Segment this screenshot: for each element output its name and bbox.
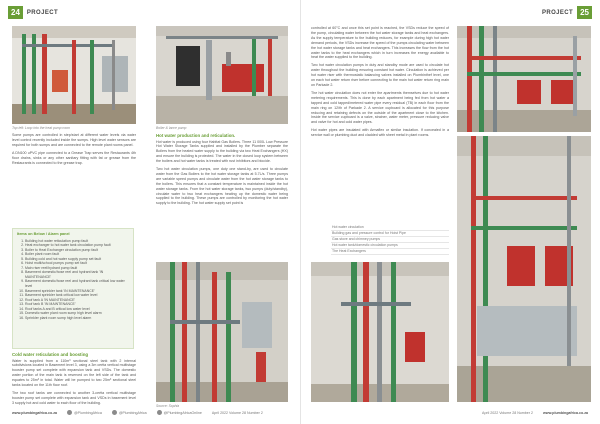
photo-hot-water-circulation <box>457 26 591 132</box>
paragraph: Hot water is produced using four Habitat Gas Boilers. Three 11 000L Low Pressure Hot Water Storage Tanks supplied and installed by the Plumber separate the Boilers from the heated water supply to the building via two Heat Exchangers (HX) and ensure the building is protected. The water in the closed loop system between the boilers and hot water tanks is treated with rust inhibitors and biocide. <box>156 139 288 164</box>
caption-photo-3: Source: Sophia <box>156 404 180 408</box>
paragraph: Some pumps are controlled in step/start at different water levels via water level control recently included inside the sumps. High level water sensors are required for both sumps and are connected to the remote plant rooms panel. <box>12 133 136 147</box>
facebook-icon <box>67 410 72 415</box>
paragraph: Water is supplied from a 110m³ sectional steel tank with 2 internal subdivisions located in Basement level 3, using a 3m ceéta vertical multistage booster pump set complete with expansion tank and VSDs. The domestic water portion of the main tank is reserved on the left side of the tank and equates to 25m³ in total. Water will be pumped to two 25m³ sectional steel tanks located on the 11th floor roof. <box>12 358 136 388</box>
alarm-item: 3. Boiler to Heat Exchanger circulation pump fault <box>25 248 129 253</box>
alarm-item: 9. Basement domestic/hose reel and hydrant tank critical low water level <box>25 279 129 288</box>
photo-boiler-pump <box>156 26 288 124</box>
left-body-hot-water <box>156 133 288 209</box>
twitter-link[interactable]: @PlumbingAfrica <box>112 410 147 415</box>
left-body-intro <box>12 133 136 168</box>
alarm-panel-box <box>12 228 134 349</box>
list-item: Hot water tank/domestic circulation pumps <box>331 243 449 249</box>
alarm-item: 6. Hoist multi/school pumps pump set fault <box>25 261 129 266</box>
twitter-icon <box>112 410 117 415</box>
linkedin-icon <box>157 410 162 415</box>
alarm-item: 16. Sprinkler plant room sump high level alarm <box>25 316 129 321</box>
photo-key-list <box>331 225 449 255</box>
list-item: The Heat Exchangers <box>331 249 449 255</box>
page-number: 25 <box>577 6 592 19</box>
linkedin-link[interactable]: @PlumbingAfricaOnline <box>157 410 202 415</box>
website-link[interactable]: www.plumbingafrica.co.za <box>12 410 57 415</box>
alarm-item: 7. Main riser reel/hydrant pump fault <box>25 266 129 271</box>
left-footer <box>12 410 263 415</box>
right-footer <box>482 411 588 415</box>
alarm-item: 5. Building cold and hot water supply pump set fault <box>25 257 129 262</box>
alarm-items-list <box>17 239 129 321</box>
paragraph: Two hot water circulation pumps in duty and standby mode are used to circulate hot water throughout the building ensuring constant hot water. Circulation is achieved per hot water riser with thermostatic balancing valves installed on Plumbinthef level, one on each hot water return riser before connecting to the main hot water return ring main on Parkade 2. <box>311 63 449 87</box>
paragraph: controlled at 60°C and once this set point is reached, the VSDs reduce the speed of the pump, circulating water between the hot water storage tanks and heat exchangers. As the supply temperature to the building reduces, for example during high hot water demand periods, the VSDs increase the speed of the pumps circulating water between the hot water storage tanks and heat exchangers. This increases the flow from the hot water tanks to the heat exchangers which in turn increases the energy available to heat the water supplied to the building. <box>311 26 449 60</box>
alarm-item: 11. Basement sprinkler tank critical low water level <box>25 293 129 298</box>
photo-pipework <box>156 262 288 402</box>
paragraph: The two roof tanks are connected to another 3-ceéta vertical multistage booster pump set complete with expansion tank and VSDs in basement level 3 supply hot and cold water to each floor of the building. <box>12 390 136 405</box>
alarm-item: 8. Basement domestic/hose reel and hydrant tank 'IN MAINTENANCE' <box>25 270 129 279</box>
caption-photo-2: Boiler & lance pump <box>156 126 187 130</box>
alarm-item: 2. Heat exchanger to hot water tank circulation pump fault <box>25 243 129 248</box>
alarm-item: 14. Roof tanks A and B critical low water level <box>25 307 129 312</box>
list-item: Hot water circulation <box>331 225 449 231</box>
paragraph: A DN100 uPVC pipe connected to a Grease Trap serves the Restaurants 4th floor drains, sinks or any other sanitary fitting with fat or grease from the Restaurants is connected to the grease trap. <box>12 150 136 165</box>
section-title: PROJECT <box>26 9 59 16</box>
photo-heat-exchangers <box>457 136 591 402</box>
right-body-text <box>311 26 449 141</box>
caption-photo-1: Top left: Loop into the heat pump room <box>12 126 71 130</box>
photo-riser-pipes <box>311 262 449 402</box>
alarm-item: 12. Roof tank A 'IN MAINTENANCE' <box>25 298 129 303</box>
paragraph: Hot water pipes are insulated with Armaflex or similar insulation. If concealed in a service wall or plumbing duct and cladded with sheet metal in plant rooms. <box>311 128 449 138</box>
list-item: Gas stove and chimney pumps <box>331 237 449 243</box>
right-header <box>538 6 592 19</box>
issue-info: April 2022 Volume 28 Number 2 <box>482 411 533 415</box>
list-item: Building gas and pressure control for Hoist Pipe <box>331 231 449 237</box>
alarm-item: 10. Basement sprinkler tank 'IN MAINTENANCE' <box>25 289 129 294</box>
website-link[interactable]: www.plumbingafrica.co.za <box>543 411 588 415</box>
right-page <box>300 0 600 424</box>
section-heading: Hot water production and reticulation. <box>156 133 236 138</box>
section-heading: Cold water reticulation and boosting <box>12 352 89 357</box>
facebook-link[interactable]: @PlumbingAfrica <box>67 410 102 415</box>
left-header <box>8 6 62 19</box>
photo-heat-pump-room <box>12 26 136 124</box>
paragraph: Two hot water circulation pumps, one duty one stand-by, are used to circulate water from the Gas Boilers to the hot water storage tanks at 5.7L/s. Three pumps are variable speed pumps and circulate water from the hot water storage tanks to the boilers. This ensures that a constant temperature is maintained inside the hot water storage tanks. From the hot water storage tanks, two pumps (duty/standby), circulate water to two heat exchangers heating up the domestic water being supplied to the building. These pumps are controlled by monitoring the hot water supply to the building. The hot water supply set point is <box>156 167 288 206</box>
alarm-item: 15. Domestic water plant room sump high level alarm <box>25 311 129 316</box>
left-body-cold-water <box>12 352 136 409</box>
section-title: PROJECT <box>541 9 574 16</box>
alarm-item: 1. Building hot water reticulation pump fault <box>25 239 129 244</box>
paragraph: The hot water circulation does not enter the apartments themselves due to hot water metering requirements. This is done by each apartment being fed from hot water a tapped and cold tapped/metered water pipe every residual (TB) in each floor from the main ring on 12/th of Parkade 2. A service cupboard is allocated for this purpose reducing and retaining defects on the outside of the apartment close to the kitchen. Inside the service cupboard is a valve, strainer, water meter, pressure reducing valve and valve for hot and cold water pipes. <box>311 90 449 125</box>
alarm-panel-heading: Items on Below / Alarm panel <box>17 232 70 236</box>
alarm-item: 13. Roof tank B 'IN MAINTENANCE' <box>25 302 129 307</box>
issue-info: April 2022 Volume 28 Number 2 <box>211 410 263 415</box>
page-number: 24 <box>8 6 23 19</box>
alarm-item: 4. Boiler plant room fault <box>25 252 129 257</box>
